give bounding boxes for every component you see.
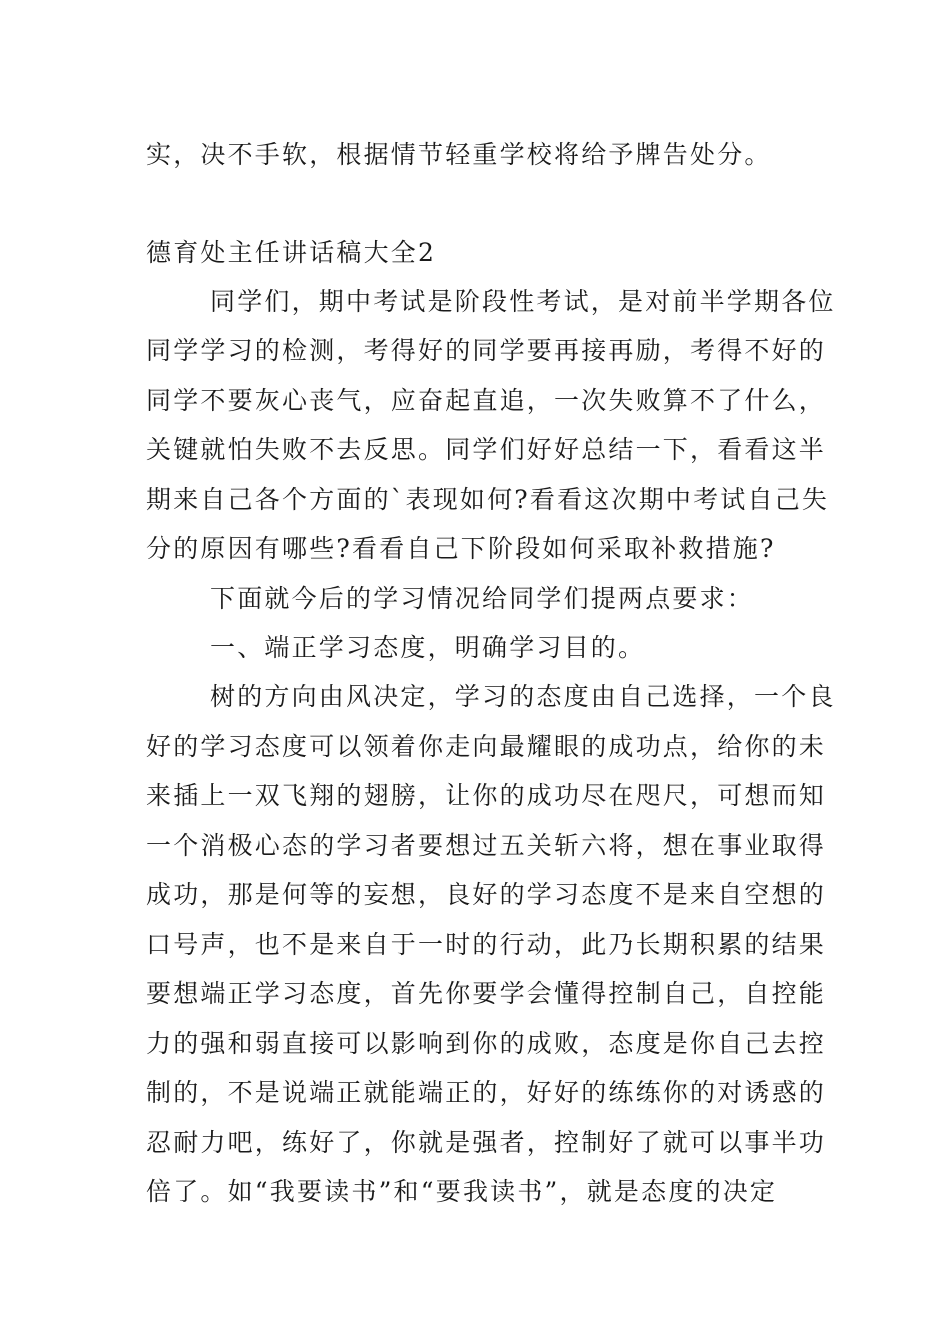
point-heading: 一、端正学习态度，明确学习目的。 (210, 633, 646, 662)
paragraph-line: 力的强和弱直接可以影响到你的成败，态度是你自己去控 (146, 1029, 827, 1058)
paragraph-line: 同学们，期中考试是阶段性考试，是对前半学期各位 (210, 287, 836, 316)
paragraph-line: 倍了。如“我要读书”和“要我读书”，就是态度的决定 (146, 1177, 778, 1206)
paragraph-line: 制的，不是说端正就能端正的，好好的练练你的对诱惑的 (146, 1078, 827, 1107)
requirements-intro: 下面就今后的学习情况给同学们提两点要求： (210, 584, 755, 613)
paragraph-line: 同学不要灰心丧气，应奋起直追，一次失败算不了什么， (146, 386, 827, 415)
paragraph-line: 期来自己各个方面的`表现如何?看看这次期中考试自己失 (146, 485, 830, 514)
paragraph-line: 忍耐力吧，练好了，你就是强者，控制好了就可以事半功 (146, 1128, 827, 1157)
paragraph-line: 树的方向由风决定，学习的态度由自己选择，一个良 (210, 682, 836, 711)
paragraph-line: 口号声，也不是来自于一时的行动，此乃长期积累的结果 (146, 930, 827, 959)
paragraph-line: 一个消极心态的学习者要想过五关斩六将，想在事业取得 (146, 831, 827, 860)
paragraph-line: 成功，那是何等的妄想，良好的学习态度不是来自空想的 (146, 880, 827, 909)
paragraph-line: 关键就怕失败不去反思。同学们好好总结一下，看看这半 (146, 435, 827, 464)
continuation-line: 实，决不手软，根据情节轻重学校将给予牌告处分。 (146, 140, 772, 169)
paragraph-line: 好的学习态度可以领着你走向最耀眼的成功点，给你的未 (146, 732, 827, 761)
paragraph-line: 来插上一双飞翔的翅膀，让你的成功尽在咫尺，可想而知 (146, 781, 827, 810)
paragraph-line: 分的原因有哪些?看看自己下阶段如何采取补救措施? (146, 534, 776, 563)
section-heading: 德育处主任讲话稿大全2 (146, 238, 437, 267)
paragraph-line: 同学学习的检测，考得好的同学要再接再励，考得不好的 (146, 336, 827, 365)
paragraph-line: 要想端正学习态度，首先你要学会懂得控制自己，自控能 (146, 979, 827, 1008)
